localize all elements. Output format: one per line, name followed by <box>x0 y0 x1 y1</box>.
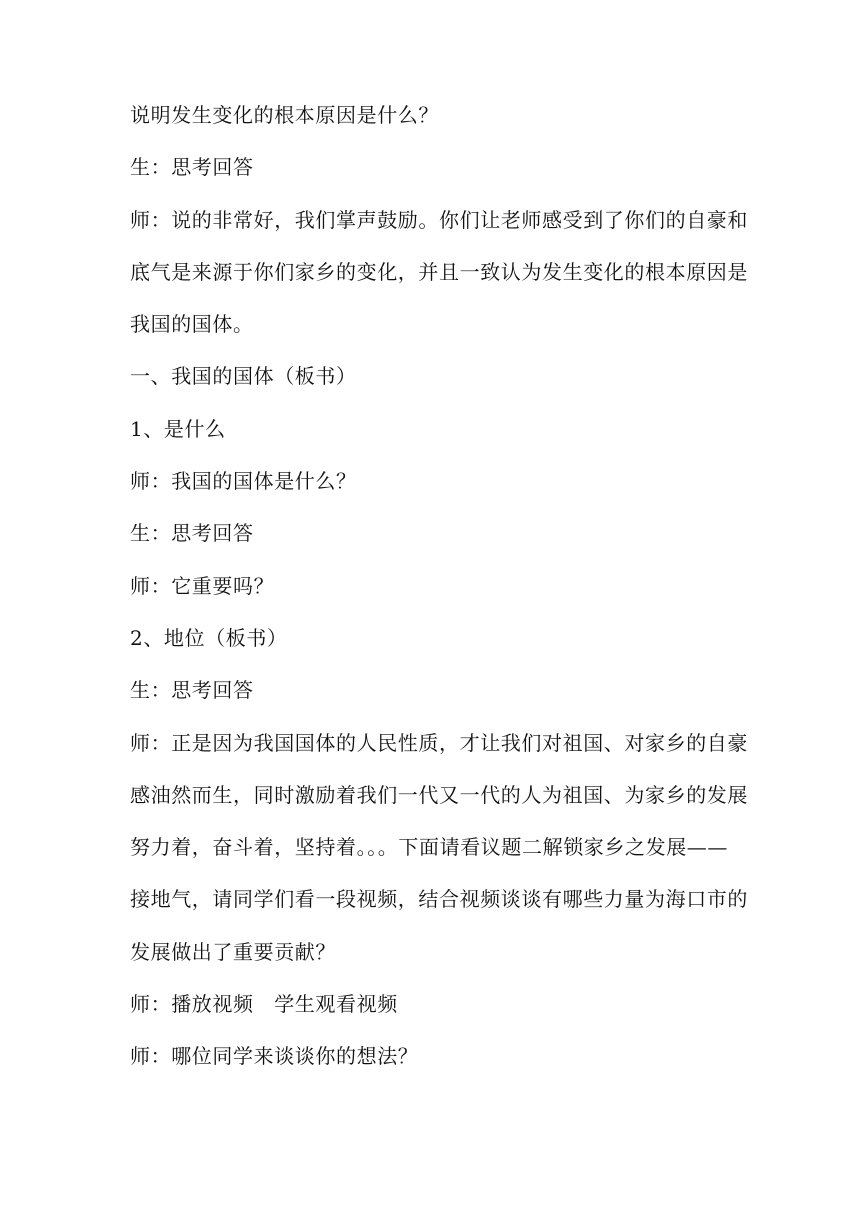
paragraph-line: 说明发生变化的根本原因是什么？ <box>130 103 439 127</box>
student-response-line: 生：思考回答 <box>130 678 254 703</box>
teacher-dialogue-line: 师：哪位同学来谈谈你的想法？ <box>130 1044 419 1069</box>
paragraph-line: 努力着，奋斗着，坚持着。。。下面请看议题二解锁家乡之发展—— <box>130 835 728 860</box>
paragraph-line: 我国的国体。 <box>130 312 254 337</box>
section-heading: 一、我国的国体（板书） <box>130 364 357 389</box>
subsection-heading: 1、是什么 <box>130 416 226 441</box>
document-body <box>130 98 748 1092</box>
student-response-line: 生：思考回答 <box>130 521 254 546</box>
paragraph-line: 接地气，请同学们看一段视频，结合视频谈谈有哪些力量为海口市的 <box>130 887 748 912</box>
teacher-dialogue-line: 师：我国的国体是什么？ <box>130 469 357 494</box>
teacher-dialogue-line: 师：播放视频 学生观看视频 <box>130 992 398 1017</box>
paragraph-line: 底气是来源于你们家乡的变化，并且一致认为发生变化的根本原因是 <box>130 259 748 284</box>
subsection-heading: 2、地位（板书） <box>130 625 288 650</box>
paragraph-line: 发展做出了重要贡献？ <box>130 939 336 964</box>
teacher-dialogue-line: 师：它重要吗？ <box>130 573 275 598</box>
teacher-dialogue-line: 师：说的非常好，我们掌声鼓励。你们让老师感受到了你们的自豪和 <box>130 207 748 232</box>
student-response-line: 生：思考回答 <box>130 155 254 180</box>
paragraph-line: 感油然而生，同时激励着我们一代又一代的人为祖国、为家乡的发展 <box>130 782 748 807</box>
teacher-dialogue-line: 师：正是因为我国国体的人民性质，才让我们对祖国、对家乡的自豪 <box>130 730 748 755</box>
